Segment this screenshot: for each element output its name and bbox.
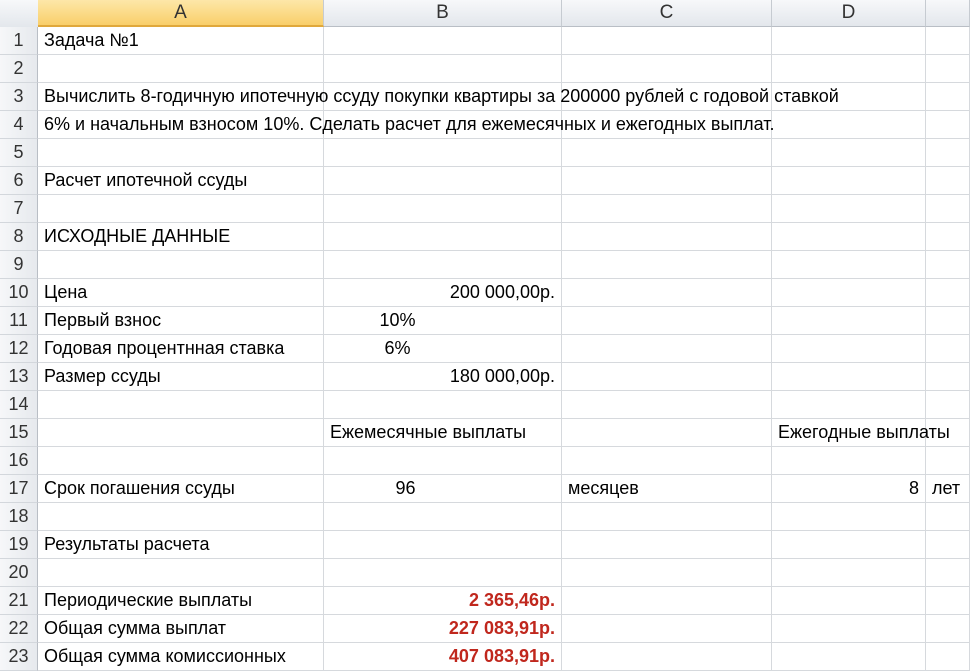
cell-b5[interactable] (324, 139, 562, 167)
cell-b10[interactable]: 200 000,00р. (324, 279, 562, 307)
cell-d14[interactable] (772, 391, 926, 419)
cell-e18[interactable] (926, 503, 970, 531)
cell-d16[interactable] (772, 447, 926, 475)
cell-c20[interactable] (562, 559, 772, 587)
row-header[interactable]: 10 (0, 279, 38, 307)
cell-c9[interactable] (562, 251, 772, 279)
cell-d6[interactable] (772, 167, 926, 195)
cell-a22[interactable]: Общая сумма выплат (38, 615, 324, 643)
row-header[interactable]: 19 (0, 531, 38, 559)
row-header[interactable]: 15 (0, 419, 38, 447)
cell-a18[interactable] (38, 503, 324, 531)
cell-a12[interactable]: Годовая процентнная ставка (38, 335, 324, 363)
cell-e6[interactable] (926, 167, 970, 195)
cell-e14[interactable] (926, 391, 970, 419)
cell-b11[interactable]: 10% (324, 307, 562, 335)
column-header-e[interactable] (926, 0, 970, 27)
cell-b20[interactable] (324, 559, 562, 587)
cell-e15[interactable] (926, 419, 970, 447)
cell-e17[interactable]: лет (926, 475, 970, 503)
cell-b12[interactable]: 6% (324, 335, 562, 363)
cell-e11[interactable] (926, 307, 970, 335)
row-header[interactable]: 3 (0, 83, 38, 111)
cell-b19[interactable] (324, 531, 562, 559)
row-header[interactable]: 16 (0, 447, 38, 475)
cell-d23[interactable] (772, 643, 926, 671)
cell-c21[interactable] (562, 587, 772, 615)
cell-a11[interactable]: Первый взнос (38, 307, 324, 335)
cell-c7[interactable] (562, 195, 772, 223)
cell-e9[interactable] (926, 251, 970, 279)
cell-e1[interactable] (926, 27, 970, 55)
cell-b15[interactable]: Ежемесячные выплаты (324, 419, 562, 447)
cell-e5[interactable] (926, 139, 970, 167)
cell-a17[interactable]: Срок погашения ссуды (38, 475, 324, 503)
cell-c17[interactable]: месяцев (562, 475, 772, 503)
cell-e7[interactable] (926, 195, 970, 223)
cell-c23[interactable] (562, 643, 772, 671)
cell-d8[interactable] (772, 223, 926, 251)
cell-a9[interactable] (38, 251, 324, 279)
cell-b17[interactable]: 96 (324, 475, 562, 503)
cell-d12[interactable] (772, 335, 926, 363)
cell-a3[interactable]: Вычислить 8-годичную ипотечную ссуду покупки квартиры за 200000 рублей с годовой ставкой (38, 83, 324, 111)
cell-a7[interactable] (38, 195, 324, 223)
cell-c13[interactable] (562, 363, 772, 391)
row-header[interactable]: 4 (0, 111, 38, 139)
cell-e21[interactable] (926, 587, 970, 615)
column-header-c[interactable]: C (562, 0, 772, 27)
cell-a23[interactable]: Общая сумма комиссионных (38, 643, 324, 671)
cell-a16[interactable] (38, 447, 324, 475)
cell-c1[interactable] (562, 27, 772, 55)
cell-b21[interactable]: 2 365,46р. (324, 587, 562, 615)
cell-d18[interactable] (772, 503, 926, 531)
cell-a2[interactable] (38, 55, 324, 83)
cell-d22[interactable] (772, 615, 926, 643)
cell-d7[interactable] (772, 195, 926, 223)
column-header-d[interactable]: D (772, 0, 926, 27)
cell-d21[interactable] (772, 587, 926, 615)
cell-a4[interactable]: 6% и начальным взносом 10%. Сделать расчет для ежемесячных и ежегодных выплат. (38, 111, 324, 139)
cell-c11[interactable] (562, 307, 772, 335)
cell-a6[interactable]: Расчет ипотечной ссуды (38, 167, 324, 195)
row-header[interactable]: 20 (0, 559, 38, 587)
cell-c22[interactable] (562, 615, 772, 643)
cell-b23[interactable]: 407 083,91р. (324, 643, 562, 671)
row-header[interactable]: 9 (0, 251, 38, 279)
cell-b13[interactable]: 180 000,00р. (324, 363, 562, 391)
cell-a10[interactable]: Цена (38, 279, 324, 307)
cell-b18[interactable] (324, 503, 562, 531)
cell-e4[interactable] (926, 111, 970, 139)
cell-d15[interactable]: Ежегодные выплаты (772, 419, 926, 447)
cell-e2[interactable] (926, 55, 970, 83)
cell-a19[interactable]: Результаты расчета (38, 531, 324, 559)
cell-c15[interactable] (562, 419, 772, 447)
column-header-a[interactable]: A (38, 0, 324, 27)
cell-b7[interactable] (324, 195, 562, 223)
row-header[interactable]: 11 (0, 307, 38, 335)
cell-e13[interactable] (926, 363, 970, 391)
cell-a20[interactable] (38, 559, 324, 587)
row-header[interactable]: 14 (0, 391, 38, 419)
column-header-b[interactable]: B (324, 0, 562, 27)
cell-a5[interactable] (38, 139, 324, 167)
cell-c8[interactable] (562, 223, 772, 251)
row-header[interactable]: 17 (0, 475, 38, 503)
cell-d17[interactable]: 8 (772, 475, 926, 503)
cell-b14[interactable] (324, 391, 562, 419)
cell-c5[interactable] (562, 139, 772, 167)
cell-b1[interactable] (324, 27, 562, 55)
cell-d2[interactable] (772, 55, 926, 83)
cell-d11[interactable] (772, 307, 926, 335)
cell-b6[interactable] (324, 167, 562, 195)
row-header[interactable]: 8 (0, 223, 38, 251)
cell-a14[interactable] (38, 391, 324, 419)
cell-d13[interactable] (772, 363, 926, 391)
cell-d1[interactable] (772, 27, 926, 55)
cell-c12[interactable] (562, 335, 772, 363)
cell-c6[interactable] (562, 167, 772, 195)
row-header[interactable]: 21 (0, 587, 38, 615)
cell-b16[interactable] (324, 447, 562, 475)
row-header[interactable]: 5 (0, 139, 38, 167)
cell-b9[interactable] (324, 251, 562, 279)
row-header[interactable]: 18 (0, 503, 38, 531)
row-header[interactable]: 6 (0, 167, 38, 195)
cell-d20[interactable] (772, 559, 926, 587)
cell-b8[interactable] (324, 223, 562, 251)
cell-d19[interactable] (772, 531, 926, 559)
cell-b2[interactable] (324, 55, 562, 83)
row-header[interactable]: 7 (0, 195, 38, 223)
cell-c14[interactable] (562, 391, 772, 419)
cell-e3[interactable] (926, 83, 970, 111)
row-header[interactable]: 13 (0, 363, 38, 391)
cell-d4[interactable] (772, 111, 926, 139)
select-all-corner[interactable] (0, 0, 38, 27)
cell-a1[interactable]: Задача №1 (38, 27, 324, 55)
cell-e16[interactable] (926, 447, 970, 475)
cell-e23[interactable] (926, 643, 970, 671)
cell-c10[interactable] (562, 279, 772, 307)
cell-c16[interactable] (562, 447, 772, 475)
row-header[interactable]: 22 (0, 615, 38, 643)
cell-e19[interactable] (926, 531, 970, 559)
cell-c2[interactable] (562, 55, 772, 83)
cell-d5[interactable] (772, 139, 926, 167)
cell-a8[interactable]: ИСХОДНЫЕ ДАННЫЕ (38, 223, 324, 251)
cell-c18[interactable] (562, 503, 772, 531)
row-header[interactable]: 23 (0, 643, 38, 671)
cell-a15[interactable] (38, 419, 324, 447)
cell-e20[interactable] (926, 559, 970, 587)
row-header[interactable]: 1 (0, 27, 38, 55)
row-header[interactable]: 2 (0, 55, 38, 83)
cell-b22[interactable]: 227 083,91р. (324, 615, 562, 643)
cell-a21[interactable]: Периодические выплаты (38, 587, 324, 615)
cell-d10[interactable] (772, 279, 926, 307)
row-header[interactable]: 12 (0, 335, 38, 363)
cell-a13[interactable]: Размер ссуды (38, 363, 324, 391)
cell-d9[interactable] (772, 251, 926, 279)
cell-c19[interactable] (562, 531, 772, 559)
cell-e12[interactable] (926, 335, 970, 363)
cell-e8[interactable] (926, 223, 970, 251)
cell-e22[interactable] (926, 615, 970, 643)
cell-e10[interactable] (926, 279, 970, 307)
